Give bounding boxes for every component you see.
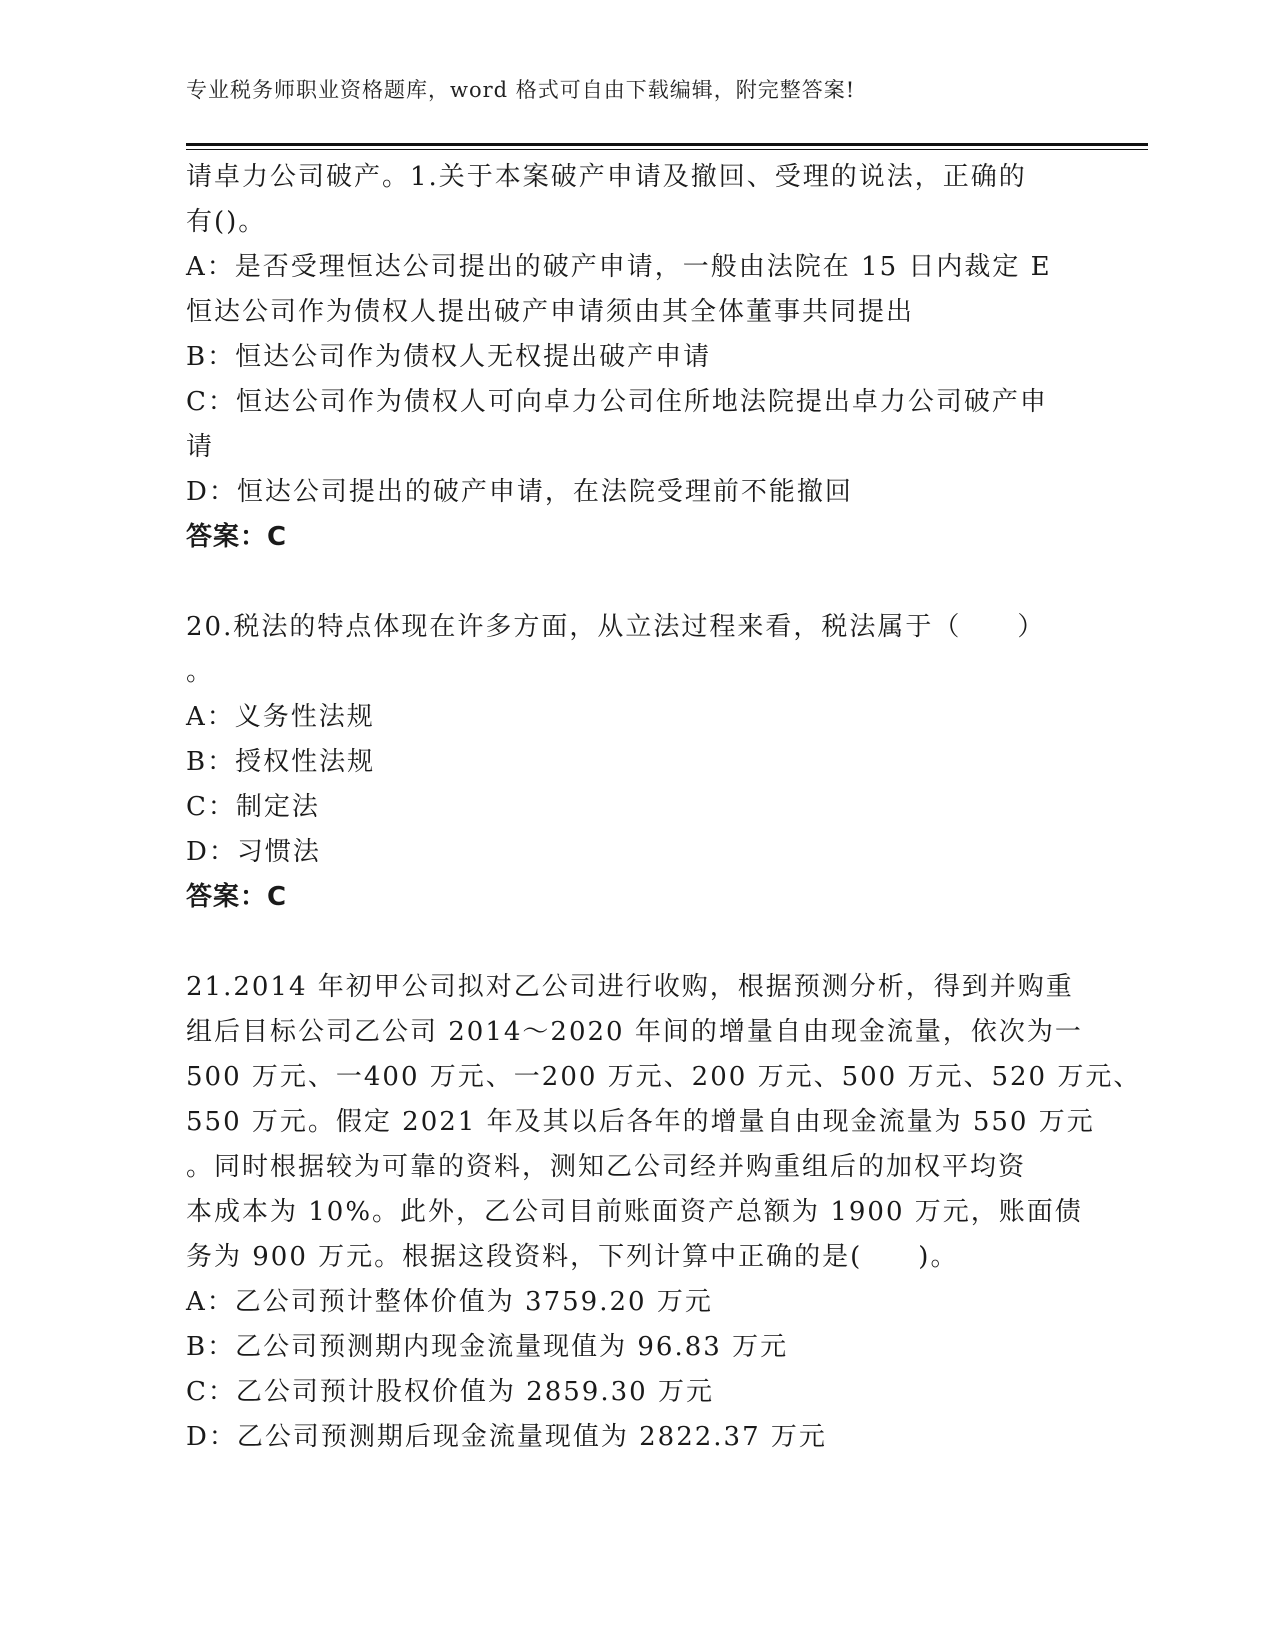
- page-header: 专业税务师职业资格题库，word 格式可自由下载编辑，附完整答案!: [186, 78, 856, 102]
- q19-option-d: D：恒达公司提出的破产申请，在法院受理前不能撤回: [186, 477, 853, 507]
- q21-option-d: D：乙公司预测期后现金流量现值为 2822.37 万元: [186, 1422, 827, 1452]
- q19-option-b: B：恒达公司作为债权人无权提出破产申请: [186, 342, 712, 372]
- q21-option-a: A：乙公司预计整体价值为 3759.20 万元: [186, 1287, 713, 1317]
- q20-option-b: B：授权性法规: [186, 747, 376, 777]
- question-content: [186, 155, 1142, 1460]
- q21-stem-line: 组后目标公司乙公司 2014～2020 年间的增量自由现金流量，依次为一: [186, 1017, 1083, 1047]
- q21-stem-line: 本成本为 10%。此外，乙公司目前账面资产总额为 1900 万元，账面债: [186, 1197, 1083, 1227]
- q21-stem-line: 550 万元。假定 2021 年及其以后各年的增量自由现金流量为 550 万元: [186, 1107, 1095, 1137]
- q19-option-c-cont: 请: [186, 432, 215, 462]
- question-21: [186, 965, 1142, 1460]
- q20-option-a: A：义务性法规: [186, 702, 375, 732]
- q20-answer: 答案：C: [186, 882, 288, 912]
- question-19: [186, 155, 1086, 560]
- q20-stem-line: 。: [186, 657, 215, 687]
- q19-answer: 答案：C: [186, 522, 288, 552]
- header-rule-thick: [186, 143, 1148, 146]
- q21-stem-line: 。同时根据较为可靠的资料，测知乙公司经并购重组后的加权平均资: [186, 1152, 1027, 1182]
- q21-option-b: B：乙公司预测期内现金流量现值为 96.83 万元: [186, 1332, 789, 1362]
- q19-option-c: C：恒达公司作为债权人可向卓力公司住所地法院提出卓力公司破产申: [186, 387, 1048, 417]
- q21-option-c: C：乙公司预计股权价值为 2859.30 万元: [186, 1377, 714, 1407]
- header-rule-thin: [186, 149, 1148, 150]
- question-20: [186, 605, 1086, 920]
- q19-stem-line: 请卓力公司破产。1.关于本案破产申请及撤回、受理的说法，正确的: [186, 162, 1027, 192]
- q21-stem-line: 务为 900 万元。根据这段资料，下列计算中正确的是( )。: [186, 1242, 959, 1272]
- q21-stem-line: 500 万元、一400 万元、一200 万元、200 万元、500 万元、520 万元、: [186, 1062, 1142, 1092]
- q19-stem-line: 有()。: [186, 207, 267, 237]
- q20-option-d: D：习惯法: [186, 837, 321, 867]
- q20-option-c: C：制定法: [186, 792, 320, 822]
- q21-stem-line: 21.2014 年初甲公司拟对乙公司进行收购，根据预测分析，得到并购重: [186, 972, 1074, 1002]
- q20-stem-line: 20.税法的特点体现在许多方面，从立法过程来看，税法属于（ ）: [186, 612, 1046, 642]
- q19-option-a: A：是否受理恒达公司提出的破产申请，一般由法院在 15 日内裁定 E: [186, 252, 1052, 282]
- q19-option-a-cont: 恒达公司作为债权人提出破产申请须由其全体董事共同提出: [186, 297, 915, 327]
